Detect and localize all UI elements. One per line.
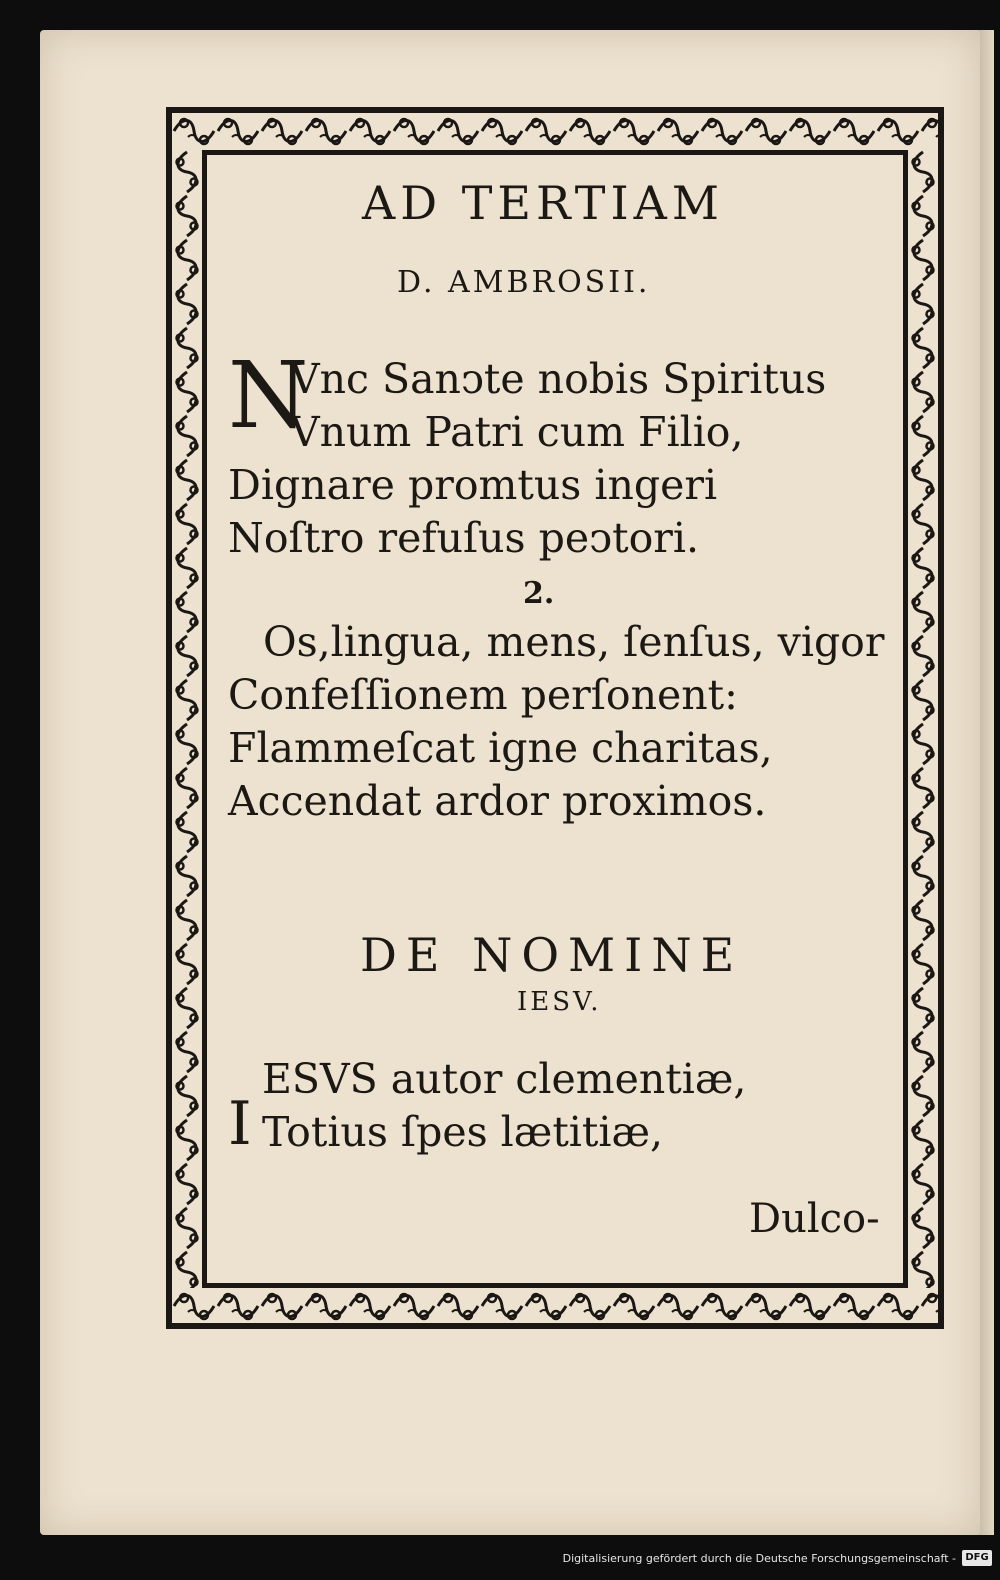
verse-line: Dignare promtus ingeri bbox=[228, 461, 718, 509]
verse-line: Accendat ardor proximos. bbox=[228, 777, 767, 825]
drop-initial-i: I bbox=[228, 1089, 252, 1159]
ornament-band-right bbox=[908, 150, 938, 1288]
verse-line: ESVS autor clementiæ, bbox=[262, 1055, 747, 1103]
dfg-logo: DFG bbox=[962, 1550, 992, 1566]
ornament-band-left bbox=[172, 150, 202, 1288]
heading-iesu: IESV. bbox=[517, 987, 602, 1017]
ornament-band-bottom bbox=[172, 1288, 938, 1323]
stanza-number: 2. bbox=[523, 576, 555, 611]
verse-line: Os,lingua, mens, ſenſus, vigor bbox=[263, 618, 885, 666]
verse-line: Confeſſionem perſonent: bbox=[228, 671, 738, 719]
digitization-credit: Digitalisierung gefördert durch die Deutsche Forschungsgemeinschaft - bbox=[562, 1552, 956, 1565]
verse-line: Flammeſcat igne charitas, bbox=[228, 724, 773, 772]
drop-initial-n: N bbox=[228, 342, 309, 449]
catchword: Dulco- bbox=[749, 1196, 880, 1242]
verse-line: Noſtro refuſus peↄtori. bbox=[228, 514, 699, 562]
verse-line: Vnc Sanↄte nobis Spiritus bbox=[290, 355, 827, 403]
heading-ambrosii: D. AMBROSII. bbox=[397, 265, 651, 300]
heading-ad-tertiam: AD TERTIAM bbox=[362, 176, 724, 230]
heading-de-nomine: DE NOMINE bbox=[360, 928, 744, 982]
verse-line: Vnum Patri cum Filio, bbox=[290, 408, 744, 456]
verse-line: Totius ſpes lætitiæ, bbox=[262, 1108, 664, 1156]
ornament-band-top bbox=[172, 113, 938, 150]
